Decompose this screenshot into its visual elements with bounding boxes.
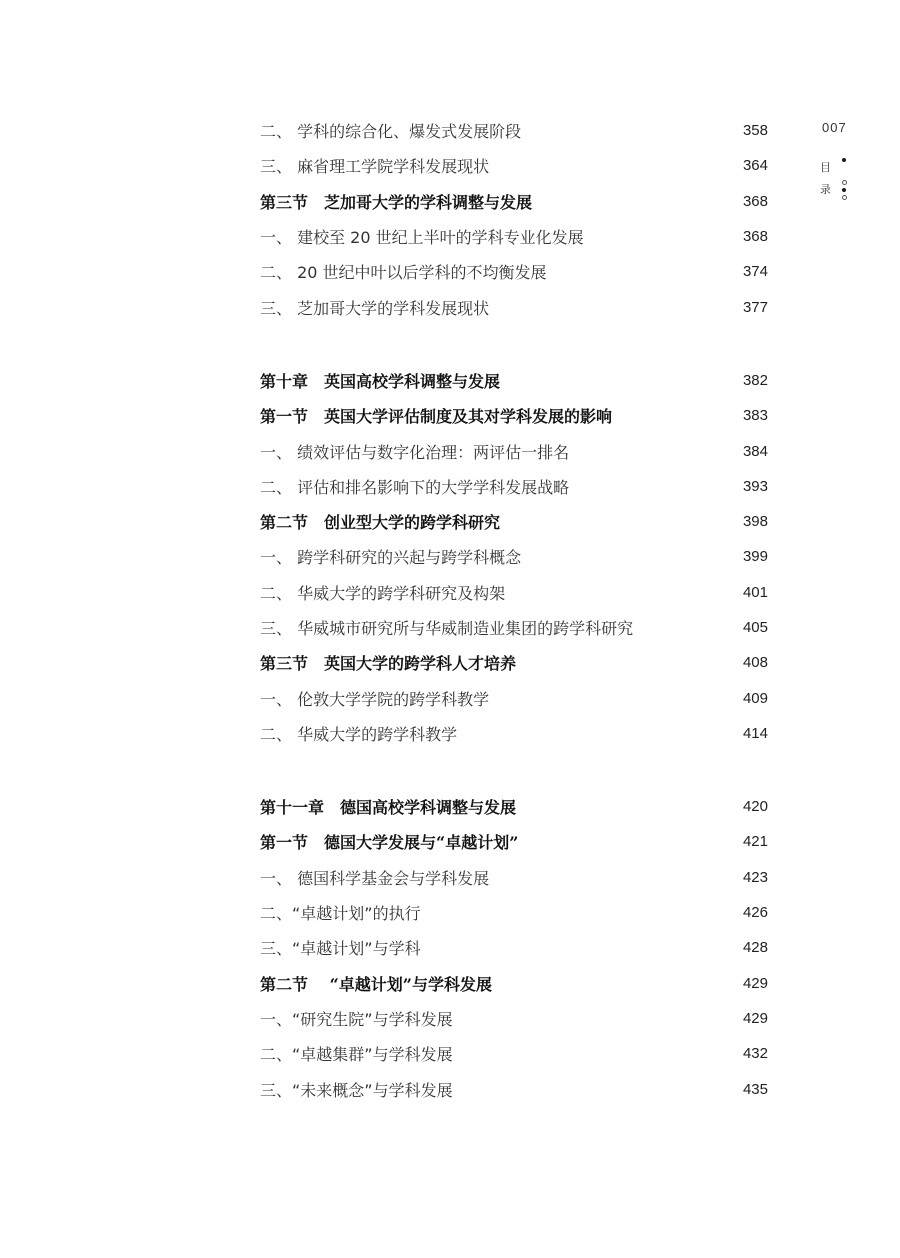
- toc-entry-title: 二、“卓越集群”与学科发展: [260, 1045, 453, 1065]
- toc-entry-page: 408: [742, 654, 768, 672]
- toc-entry-page: 432: [742, 1045, 768, 1063]
- toc-item[interactable]: [260, 930, 768, 965]
- toc-entry-title: 第十章 英国高校学科调整与发展: [260, 371, 501, 391]
- toc-item[interactable]: [260, 1071, 768, 1106]
- toc-entry-title: 二、 评估和排名影响下的大学学科发展战略: [260, 477, 570, 497]
- toc-entry-page: 399: [742, 548, 768, 566]
- marker-dot-hollow: [842, 195, 847, 200]
- page-number: 007: [822, 120, 847, 135]
- toc-entry-title: 第三节 芝加哥大学的学科调整与发展: [260, 192, 533, 212]
- toc-entry-page: 383: [742, 407, 768, 425]
- marker-dot-filled: [842, 158, 846, 162]
- toc-entry-page: 374: [742, 263, 768, 281]
- toc-item[interactable]: [260, 680, 768, 715]
- toc-entry-page: 429: [742, 974, 768, 992]
- toc-entry-page: 401: [742, 583, 768, 601]
- toc-group-gap: [260, 751, 768, 789]
- toc-entry-page: 368: [742, 228, 768, 246]
- toc-item[interactable]: [260, 610, 768, 645]
- toc-entry-title: 二、 学科的综合化、爆发式发展阶段: [260, 122, 522, 142]
- toc-group-gap: [260, 325, 768, 363]
- toc-entry-title: 第十一章 德国高校学科调整与发展: [260, 798, 517, 818]
- toc-entry-title: 二、 华威大学的跨学科教学: [260, 724, 458, 744]
- toc-entry-page: 435: [742, 1080, 768, 1098]
- toc-section[interactable]: [260, 824, 768, 859]
- toc-entry-title: 第一节 英国大学评估制度及其对学科发展的影响: [260, 407, 613, 427]
- toc-entry-title: 第二节 “卓越计划”与学科发展: [260, 974, 492, 994]
- toc-item[interactable]: [260, 539, 768, 574]
- toc-entry-title: 第一节 德国大学发展与“卓越计划”: [260, 833, 519, 853]
- toc-entry-title: 一、 绩效评估与数字化治理：两评估一排名: [260, 442, 570, 462]
- toc-entry-title: 一、 建校至 20 世纪上半叶的学科专业化发展: [260, 228, 584, 248]
- toc-item[interactable]: [260, 113, 768, 148]
- toc-section[interactable]: [260, 966, 768, 1001]
- toc-section[interactable]: [260, 398, 768, 433]
- toc-entry-title: 一、 伦敦大学学院的跨学科教学: [260, 689, 490, 709]
- toc-entry-title: 第三节 英国大学的跨学科人才培养: [260, 654, 517, 674]
- toc-item[interactable]: [260, 289, 768, 324]
- toc-section[interactable]: [260, 645, 768, 680]
- toc-entry-page: 398: [742, 513, 768, 531]
- toc-item[interactable]: [260, 575, 768, 610]
- toc-entry-title: 一、 跨学科研究的兴起与跨学科概念: [260, 548, 522, 568]
- side-label-char-1: 目: [820, 161, 831, 174]
- toc-entry-title: 二、 20 世纪中叶以后学科的不均衡发展: [260, 263, 547, 283]
- toc-side-label: [820, 157, 834, 201]
- toc-item[interactable]: [260, 148, 768, 183]
- toc-entry-page: 384: [742, 442, 768, 460]
- toc-entry-page: 414: [742, 724, 768, 742]
- toc-entry-page: 409: [742, 689, 768, 707]
- toc-entry-title: 二、 华威大学的跨学科研究及构架: [260, 583, 506, 603]
- toc-entry-title: 三、“卓越计划”与学科: [260, 939, 421, 959]
- toc-entry-title: 一、“研究生院”与学科发展: [260, 1009, 453, 1029]
- toc-item[interactable]: [260, 469, 768, 504]
- toc-entry-page: 428: [742, 939, 768, 957]
- marker-dot-filled: [842, 188, 846, 192]
- marker-dot-hollow: [842, 180, 847, 185]
- toc-entry-page: 382: [742, 371, 768, 389]
- toc-entry-title: 三、 华威城市研究所与华威制造业集团的跨学科研究: [260, 619, 634, 638]
- toc-entry-page: 405: [742, 619, 768, 636]
- toc-entry-page: 423: [742, 868, 768, 886]
- toc-chapter[interactable]: [260, 789, 768, 824]
- toc-entry-page: 377: [742, 298, 768, 316]
- side-label-char-2: 录: [820, 183, 831, 196]
- toc-item[interactable]: [260, 219, 768, 254]
- toc-item[interactable]: [260, 433, 768, 468]
- toc-entry-page: 421: [742, 833, 768, 851]
- toc-entry-page: 393: [742, 477, 768, 495]
- toc-entry-title: 三、 麻省理工学院学科发展现状: [260, 157, 490, 177]
- toc-item[interactable]: [260, 860, 768, 895]
- toc-entry-title: 三、 芝加哥大学的学科发展现状: [260, 298, 490, 318]
- toc-entry-page: 364: [742, 157, 768, 175]
- toc-entry-title: 第二节 创业型大学的跨学科研究: [260, 513, 501, 533]
- toc-entry-page: 426: [742, 904, 768, 922]
- toc-entry-title: 一、 德国科学基金会与学科发展: [260, 868, 490, 888]
- toc-chapter[interactable]: [260, 363, 768, 398]
- toc-entry-page: 420: [742, 798, 768, 816]
- toc-entry-page: 429: [742, 1009, 768, 1027]
- toc-entry-title: 二、“卓越计划”的执行: [260, 904, 421, 924]
- toc-item[interactable]: [260, 1001, 768, 1036]
- toc-section[interactable]: [260, 184, 768, 219]
- toc-item[interactable]: [260, 254, 768, 289]
- toc-entry-title: 三、“未来概念”与学科发展: [260, 1080, 453, 1100]
- toc-section[interactable]: [260, 504, 768, 539]
- toc-entry-page: 368: [742, 192, 768, 210]
- table-of-contents: [260, 113, 768, 1107]
- toc-item[interactable]: [260, 1036, 768, 1071]
- toc-entry-page: 358: [742, 122, 768, 140]
- toc-item[interactable]: [260, 895, 768, 930]
- toc-item[interactable]: [260, 716, 768, 751]
